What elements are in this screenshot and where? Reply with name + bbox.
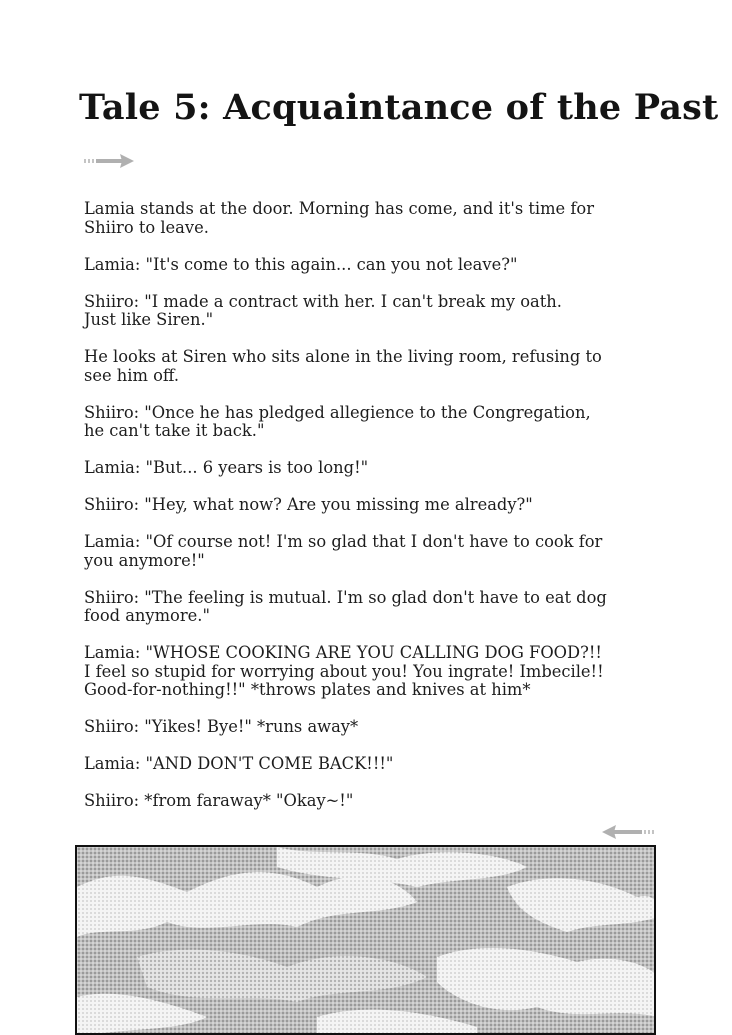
dialogue-lamia-outburst: Lamia: "WHOSE COOKING ARE YOU CALLING DOG FOOD?!! I feel so stupid for worrying about you! You ingrate! Imbecile!! Good-for-nothing!!" *throws plates and knives at him* — [84, 643, 604, 699]
cloud-shape — [277, 847, 527, 887]
narration-door: Lamia stands at the door. Morning has come, and it's time for Shiiro to leave. — [84, 199, 594, 237]
cloud-shape — [507, 878, 656, 932]
comic-panel-sky — [75, 845, 656, 1035]
cloud-shape — [137, 950, 427, 1002]
dialogue-shiiro-contract: Shiiro: "I made a contract with her. I can't break my oath. Just like Siren." — [84, 291, 562, 329]
dialogue-shiiro-missing: Shiiro: "Hey, what now? Are you missing me already?" — [84, 495, 533, 514]
cloud-shape — [437, 948, 656, 1017]
dialogue-shiiro-allegience: Shiiro: "Once he has pledged allegience to the Congregation, he can't take it back." — [84, 402, 591, 440]
cloud-shape — [77, 872, 417, 937]
narration-siren: He looks at Siren who sits alone in the living room, refusing to see him off. — [84, 347, 602, 385]
right-arrow-icon — [84, 153, 136, 169]
left-arrow-icon — [602, 825, 658, 839]
dialogue-shiiro-okay: Shiiro: *from faraway* "Okay~!" — [84, 791, 354, 810]
cloud-shape — [317, 1010, 477, 1035]
cloud-illustration — [77, 847, 656, 1035]
dialogue-shiiro-dog-food: Shiiro: "The feeling is mutual. I'm so glad don't have to eat dog food anymore." — [84, 587, 607, 625]
dialogue-lamia-leave: Lamia: "It's come to this again... can you not leave?" — [84, 254, 518, 274]
dialogue-lamia-cook: Lamia: "Of course not! I'm so glad that I don't have to cook for you anymore!" — [84, 532, 603, 570]
dialogue-lamia-six-years: Lamia: "But... 6 years is too long!" — [84, 458, 369, 477]
dialogue-shiiro-bye: Shiiro: "Yikes! Bye!" *runs away* — [84, 717, 359, 736]
page-title: Tale 5: Acquaintance of the Past — [79, 87, 719, 128]
story-text — [84, 200, 644, 829]
dialogue-lamia-dont-come-back: Lamia: "AND DON'T COME BACK!!!" — [84, 754, 394, 773]
cloud-shape — [77, 994, 207, 1035]
